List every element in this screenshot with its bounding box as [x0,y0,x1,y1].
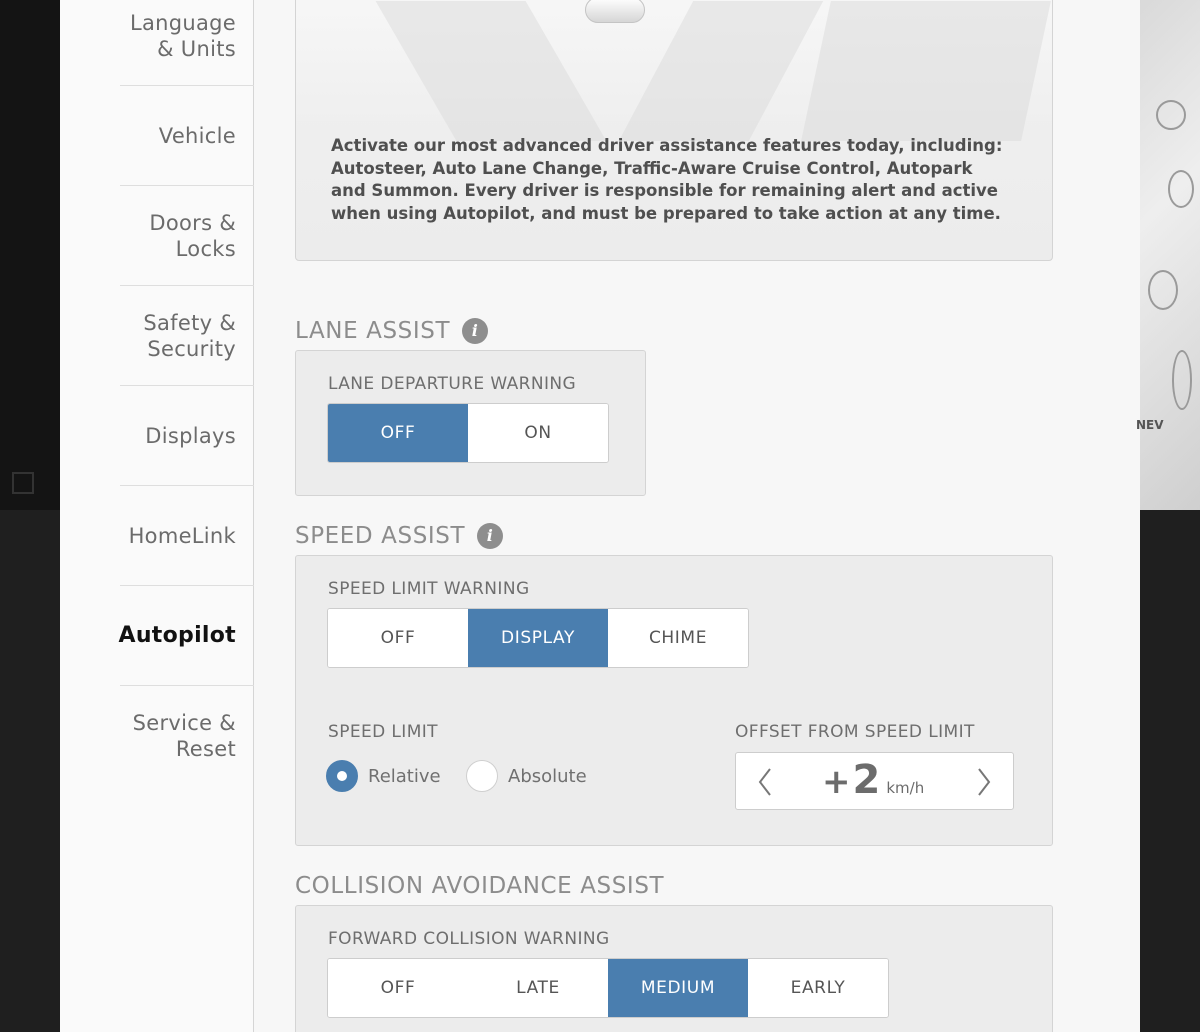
sidebar-item-label: Service & Reset [132,711,236,761]
map-mark [1168,170,1194,208]
sidebar-item-label: Displays [145,423,236,448]
speed-limit-warning-off[interactable]: OFF [328,609,468,667]
info-icon[interactable]: i [477,523,503,549]
lane-departure-warning-label: LANE DEPARTURE WARNING [328,374,577,394]
offset-number: 2 [852,757,881,803]
sidebar-item-safety-security[interactable] [120,286,254,386]
sidebar-item-label: Doors & Locks [149,210,236,261]
chevron-right-icon[interactable] [973,767,993,797]
sidebar-item-vehicle[interactable] [120,86,254,186]
autopilot-settings-panel [254,0,1140,1032]
speed-limit-absolute-option[interactable] [466,760,587,792]
forward-collision-warning-off[interactable]: OFF [328,959,468,1017]
sidebar-item-service-reset[interactable] [120,686,254,786]
background-square [12,472,34,494]
speed-limit-warning-label: SPEED LIMIT WARNING [328,579,530,599]
map-mark [1148,270,1178,310]
sidebar-item-language-units[interactable] [120,0,254,86]
collision-avoidance-title-text: COLLISION AVOIDANCE ASSIST [295,873,665,899]
offset-label: OFFSET FROM SPEED LIMIT [735,722,975,742]
map-label-fragment: NEV [1136,418,1164,432]
speed-assist-title-text: SPEED ASSIST [295,523,466,549]
forward-collision-warning-early[interactable]: EARLY [748,959,888,1017]
chevron-left-icon[interactable] [756,767,776,797]
offset-unit: km/h [886,779,925,797]
offset-sign: + [822,762,851,802]
settings-modal [60,0,1140,1032]
speed-limit-label: SPEED LIMIT [328,722,438,742]
lane-assist-title-text: LANE ASSIST [295,318,451,344]
autopilot-illustration [296,0,1053,121]
map-mark [1172,350,1192,410]
forward-collision-warning-control [327,958,889,1018]
lane-departure-warning-on[interactable]: ON [468,404,608,462]
car-icon [585,0,645,23]
speed-limit-relative-label: Relative [368,765,441,787]
sensor-beam [376,1,607,141]
sensor-beam [619,1,823,141]
lane-departure-warning-off[interactable]: OFF [328,404,468,462]
offset-value [822,757,924,807]
radio-checked-icon[interactable] [326,760,358,792]
autopilot-intro-text: Activate our most advanced driver assistance features today, including: Autosteer, Auto Lane Change, Traffic-Aware Cruise Control, Autopark and Summon. Every driver is responsible for remaining alert and active when using Autopilot, and must be prepared to take action at any time. [331,136,1003,223]
info-icon[interactable]: i [462,318,488,344]
sidebar-item-label: Language & Units [129,10,236,61]
sidebar-item-label: Autopilot [118,622,236,648]
speed-assist-group [295,555,1053,846]
sensor-beam [801,1,1051,141]
speed-assist-title [295,522,503,550]
forward-collision-warning-medium[interactable]: MEDIUM [608,959,748,1017]
forward-collision-warning-label: FORWARD COLLISION WARNING [328,929,610,949]
sidebar-item-label: Safety & Security [143,310,236,361]
speed-limit-warning-control [327,608,749,668]
lane-assist-group [295,350,646,496]
speed-limit-relative-option[interactable] [326,760,441,792]
sidebar-item-label: HomeLink [128,523,236,548]
sidebar-item-displays[interactable] [120,386,254,486]
background-left [0,0,62,510]
sidebar-item-autopilot[interactable] [120,586,254,686]
speed-limit-absolute-label: Absolute [508,765,587,787]
offset-stepper [735,752,1014,810]
collision-avoidance-group [295,905,1053,1032]
radio-unchecked-icon[interactable] [466,760,498,792]
map-mark [1156,100,1186,130]
sidebar-item-label: Vehicle [158,123,236,148]
background-map [1138,0,1200,510]
speed-limit-warning-display[interactable]: DISPLAY [468,609,608,667]
settings-sidebar [60,0,254,1032]
lane-departure-warning-control [327,403,609,463]
sidebar-item-homelink[interactable] [120,486,254,586]
lane-assist-title [295,317,488,345]
speed-limit-warning-chime[interactable]: CHIME [608,609,748,667]
sidebar-item-doors-locks[interactable] [120,186,254,286]
autopilot-intro-panel [295,0,1053,261]
forward-collision-warning-late[interactable]: LATE [468,959,608,1017]
collision-avoidance-title [295,872,664,900]
